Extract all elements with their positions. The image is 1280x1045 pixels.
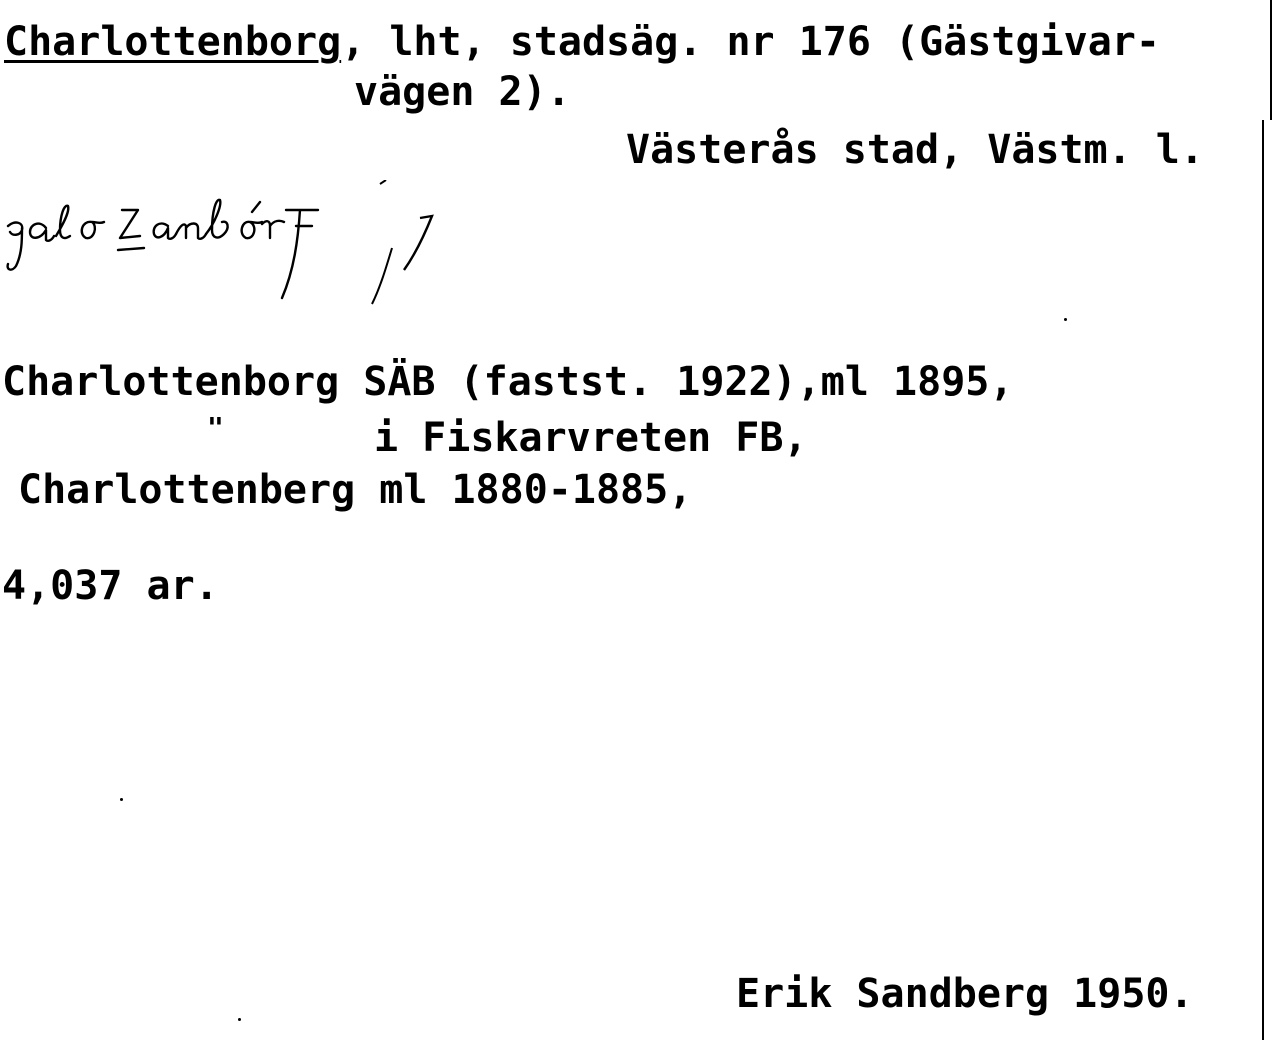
location-line: Västerås stad, Västm. l.: [626, 127, 1204, 173]
entry-line-2: i Fiskarvreten FB,: [374, 415, 808, 461]
speck: [1064, 318, 1067, 321]
card-edge-top: [1270, 0, 1272, 120]
area-line: 4,037 ar.: [2, 563, 219, 609]
handwritten-pronunciation: [0, 180, 460, 310]
signature-line: Erik Sandberg 1950.: [736, 971, 1194, 1017]
ditto-mark: ": [207, 411, 224, 444]
heading-details: , lht, stadsäg. nr 176 (Gästgivar-: [341, 19, 1160, 65]
heading-line: [4, 19, 1160, 65]
entry-line-3: Charlottenberg ml 1880-1885,: [18, 467, 693, 513]
speck: [238, 1018, 241, 1021]
place-name: Charlottenborg: [4, 19, 342, 65]
entry-line-1: Charlottenborg SÄB (fastst. 1922),ml 1895,: [2, 359, 1014, 405]
card-edge: [1262, 120, 1264, 1040]
heading-continuation: vägen 2).: [354, 69, 571, 115]
speck: [120, 798, 123, 801]
